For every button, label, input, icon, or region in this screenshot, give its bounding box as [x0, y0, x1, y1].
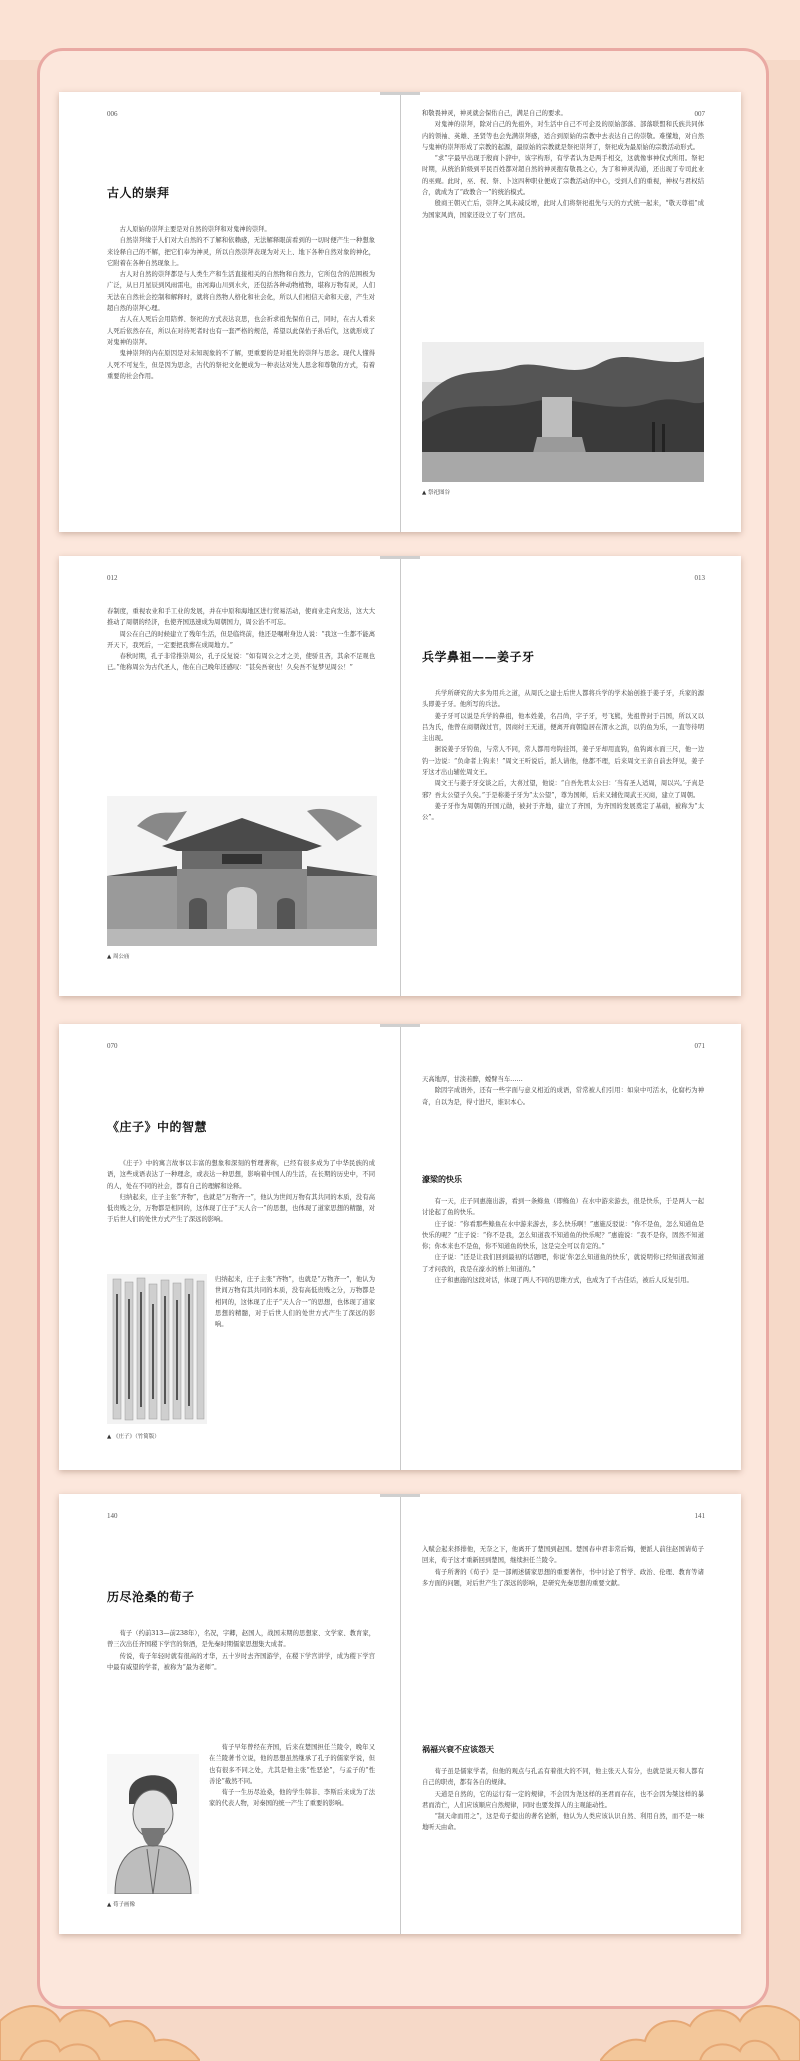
body-text: 和敬畏神灵，神灵就会保佑自己，满足自己的要求。 对鬼神的崇拜，除对自己的先祖外，对生活中自己不可企及的原始部落、部落联盟和氏族共同体内的领袖、英雄、圣贤等也会先满崇拜感，适合到原始的宗教中去表达自己的崇敬。难懂地，对自然与鬼神的崇拜形成了宗教的起源，最原始的宗教就是祭祀崇拜了，祭祀成为最原始的宗教活动形式。 “求”字最早出现于殷商卜辞中，该字构形，有学者认为是两手相交，这就像事神仪式所用。祭祀时期，从统治阶级到平民百姓都对超自然的神灵抱有敬畏之心，为了和神灵沟通，还出现了专司此业的巫觋。此时，巫、祝、祭、卜这四种职业便成了宗教活动的中心，受到人们的重视，神权与君权结合，就成为了“政教合一”的统治模式。 殷商王朝灭亡后，崇拜之风未减反增，此时人们将祭祀祖先与天的方式统一起来，“敬天尊祖”成为国家风尚，国家还设立了专门官员。	[422, 110, 704, 219]
photo-caption: ▲ 周公庙	[107, 954, 130, 960]
page-number: 012	[107, 574, 118, 582]
right-page	[400, 1024, 741, 1470]
section-heading: 濠梁的快乐	[422, 1174, 462, 1184]
page-number: 070	[107, 1042, 118, 1050]
body-text: 荀子（约前313—前238年），名况，字卿，赵国人，战国末期的思想家、文学家、教育家，曾三次出任齐国稷下学宫的祭酒，是先秦时期儒家思想集大成者。 传说，荀子年轻时就有很高的才华，五十岁时去齐国游学，在稷下学宫讲学，成为稷下学宫中最有威望的学者，被称为“最为老师”。	[107, 1630, 375, 1671]
body-text: 兵学所研究的大多为用兵之道，从周氏之建士后世人都将兵学的学术始创推于姜子牙，兵家的源头即姜子牙。他所写的兵法。 姜子牙可以说是兵学的鼻祖，他本姓姜，名吕尚，字子牙，号飞熊，先祖曾封于吕国，所以又以吕为氏，他曾在商朝做过官，因商纣王无道，便离开商朝隐居在渭水之滨，以钓鱼为乐，一直等待明主出现。 据说姜子牙钓鱼，与常人不同，常人都用弯钩挂饵，姜子牙却用直钩，鱼钩离水面三尺，他一边钓一边说：“负命者上钩来！”周文王听说后，派人请他，他都不理，后来周文王亲自前去拜见，姜子牙这才出山辅佐周文王。 周文王与姜子牙交谈之后，大喜过望，他说：“自吾先君太公曰：‘当有圣人适周，周以兴。’子真是邪？吾太公望子久矣。”于是称姜子牙为“太公望”，尊为国师，后来又辅佐周武王灭商，建立了周朝。 姜子牙作为周朝的开国元勋，被封于齐地，建立了齐国，为齐国的发展奠定了基础，被称为“太公”。	[422, 690, 704, 822]
body-text: 荀子虽是儒家学者，但他的观点与孔孟有着很大的不同，他主张天人有分，也就是说天和人都有自己的职责，都有各自的规律。 天道是自然的，它的运行有一定的规律，不会因为尧这样的圣君而存在，也不会因为桀这样的暴君而消亡，人们应该顺应自然规律，同时也要发挥人的主观能动性。 “制天命而用之”，这是荀子提出的著名论断，他认为人类应该认识自然、利用自然，而不是一味地听天由命。	[422, 1768, 704, 1832]
body-text: 天高地厚，甘淡若醉，螳臂当车…… 除因字成语外，还有一些字面与意义相近的成语，常常被人们引用：如泉中可活水，化腐朽为神奇，自以为是，得寸进尺，谁识本心。	[422, 1076, 704, 1106]
body-text-column: 归纳起来，庄子主张“齐物”，也就是“万物齐一”，他认为世间万物有其共同的本质，没有高低贵贱之分，万物都是相同的，这体现了庄子“天人合一”的思想，也体现了道家思想的精髓，对于后世人们的处世方式产生了深远的影响。	[215, 1276, 375, 1329]
page-number: 007	[694, 110, 705, 118]
chapter-title: 古人的崇拜	[107, 186, 170, 200]
body-text-column: 荀子早年曾经在齐国，后来在楚国担任兰陵令，晚年又在兰陵著书立说，他的思想虽然继承了孔子的儒家学说，但也有很多不同之处，尤其是他主张“性恶论”，与孟子的“性善论”截然不同。 荀子一生历尽沧桑，他的学生韩非、李斯后来成为了法家的代表人物，对秦国的统一产生了重要的影响。	[209, 1744, 375, 1808]
temple-gate-photo	[107, 796, 377, 946]
chapter-title: 兵学鼻祖——姜子牙	[422, 650, 535, 664]
section-heading: 祸福兴衰不应该怨天	[422, 1744, 494, 1754]
book-spread-4	[59, 1494, 741, 1934]
body-text: 有一天，庄子同惠施出游，看到一条鲦鱼（即鲦鱼）在水中游来游去，很是快乐，于是两人一起讨论起了鱼的快乐。 庄子说：“你看那些鲦鱼在水中游来游去，多么快乐啊！”惠施反驳说：“你不是鱼，怎么知道鱼是快乐的呢？”庄子说：“你不是我，怎么知道我不知道鱼的快乐呢？”惠施说：“我不是你，固然不知道你；你本来也不是鱼，你不知道鱼的快乐，这是完全可以肯定的。” 庄子说：“还是让我们回到最初的话题吧，你说‘你怎么知道鱼的快乐’，就说明你已经知道我知道了才问我的，我是在濠水的桥上知道的。” 庄子和惠施的这段对话，体现了两人不同的思维方式，也成为了千古佳话，被后人反复引用。	[422, 1198, 704, 1285]
body-text: 春制度，重视农业和手工业的发展，并在中原和海地区进行贸易活动，使商业走向发达，这大大推动了周朝的经济，也使齐国迅速成为周朝国力，周公治不可忘。 周公在自己的时候建立了残年生活，但是临终前，他还是嘱咐身边人说：“我这一生都不能离开天下，我死后，一定要把我葬在成周地方。” 春秋时期，孔子非常推崇周公，孔子反复说：“如有周公之才之美，使骄且吝，其余不足观也已。”他称周公为古代圣人，他在自己晚年还感叹：“甚矣吾衰也！久矣吾不复梦见周公！”	[107, 608, 375, 672]
right-page	[400, 92, 741, 532]
page-number: 140	[107, 1512, 118, 1520]
photo-caption: ▲ 荀子画像	[107, 1902, 135, 1908]
photo-caption: ▲ 《庄子》（竹简版）	[107, 1434, 160, 1440]
photo-caption: ▲ 祭祀图谷	[422, 490, 450, 496]
page-number: 071	[694, 1042, 705, 1050]
bamboo-slips-photo	[107, 1274, 207, 1424]
page-number: 006	[107, 110, 118, 118]
left-page	[59, 1024, 400, 1470]
book-spread-2	[59, 556, 741, 996]
landscape-photo	[422, 342, 704, 482]
chapter-title: 历尽沧桑的荀子	[107, 1590, 195, 1604]
left-page	[59, 1494, 400, 1934]
left-page	[59, 556, 400, 996]
right-page	[400, 1494, 741, 1934]
right-page	[400, 556, 741, 996]
body-text: 《庄子》中的寓言故事以丰富的想象和深刻的哲理著称，已经有很多成为了中华民族的成语，这些成语表达了一种理念，或表达一种思想，影响着中国人的生活，在长期的历史中，不同的人，处在不同的社会，都有自己的理解和诠释。 归纳起来，庄子主张“齐物”，也就是“万物齐一”，他认为世间万物有其共同的本质，没有高低贵贱之分，万物都是相同的，这体现了庄子“天人合一”的思想，也体现了道家思想的精髓，对于后世人们的处世方式产生了深远的影响。	[107, 1160, 375, 1224]
body-text: 古人原始的崇拜主要是对自然的崇拜和对鬼神的崇拜。 自然崇拜缘于人们对大自然的不了解和依赖感，无法解释眼前看到的一切时便产生一种想象来诠释自己的不解，把它们奉为神灵，所以自然崇拜表现为对天上、地下各种自然对象的神化，它附着在各种自然现象上。 古人对自然的崇拜都是与人类生产和生活直接相关的自然物和自然力，它所包含的范围极为广泛，从日月星辰到风雨雷电，由河海山川到水火，还包括各种动物植物，堪称万物有灵，人们无法在自然社会控制和解释时，就将自然物人格化和社会化，所以人们相信天命和天意，产生对超自然的崇拜心理。 古人在人死后会用陪葬、祭祀的方式表达哀思，也会祈求祖先保佑自己，同时，在古人看来人死后依然存在，所以在对待死者时也有一套严格的规范，希望以此保佑子孙后代，这就形成了对鬼神的崇拜。 鬼神崇拜的内在原因是对未知现象的不了解，更重要的是对祖先的崇拜与思念。现代人懂得人死不可复生，但是因为思念，古代的祭祀文化便成为一种表达对先人思念和尊敬的方式，有着重要的社会作用。	[107, 226, 375, 380]
left-page	[59, 92, 400, 532]
book-spread-1	[59, 92, 741, 532]
page-number: 013	[694, 574, 705, 582]
book-spread-3	[59, 1024, 741, 1470]
xunzi-portrait	[107, 1754, 199, 1894]
page-number: 141	[694, 1512, 705, 1520]
chapter-title: 《庄子》中的智慧	[107, 1120, 208, 1134]
body-text: 入赋会起来择排他，无奈之下，他离开了楚国到赵国。楚国春申君非常后悔，便派人前往赵国请荀子回来，荀子这才重新回到楚国，继续担任兰陵令。 荀子所著的《荀子》是一部阐述儒家思想的重要著作，书中讨论了哲学、政治、伦理、教育等诸多方面的问题，对后世产生了深远的影响，是研究先秦思想的重要文献。	[422, 1546, 704, 1587]
